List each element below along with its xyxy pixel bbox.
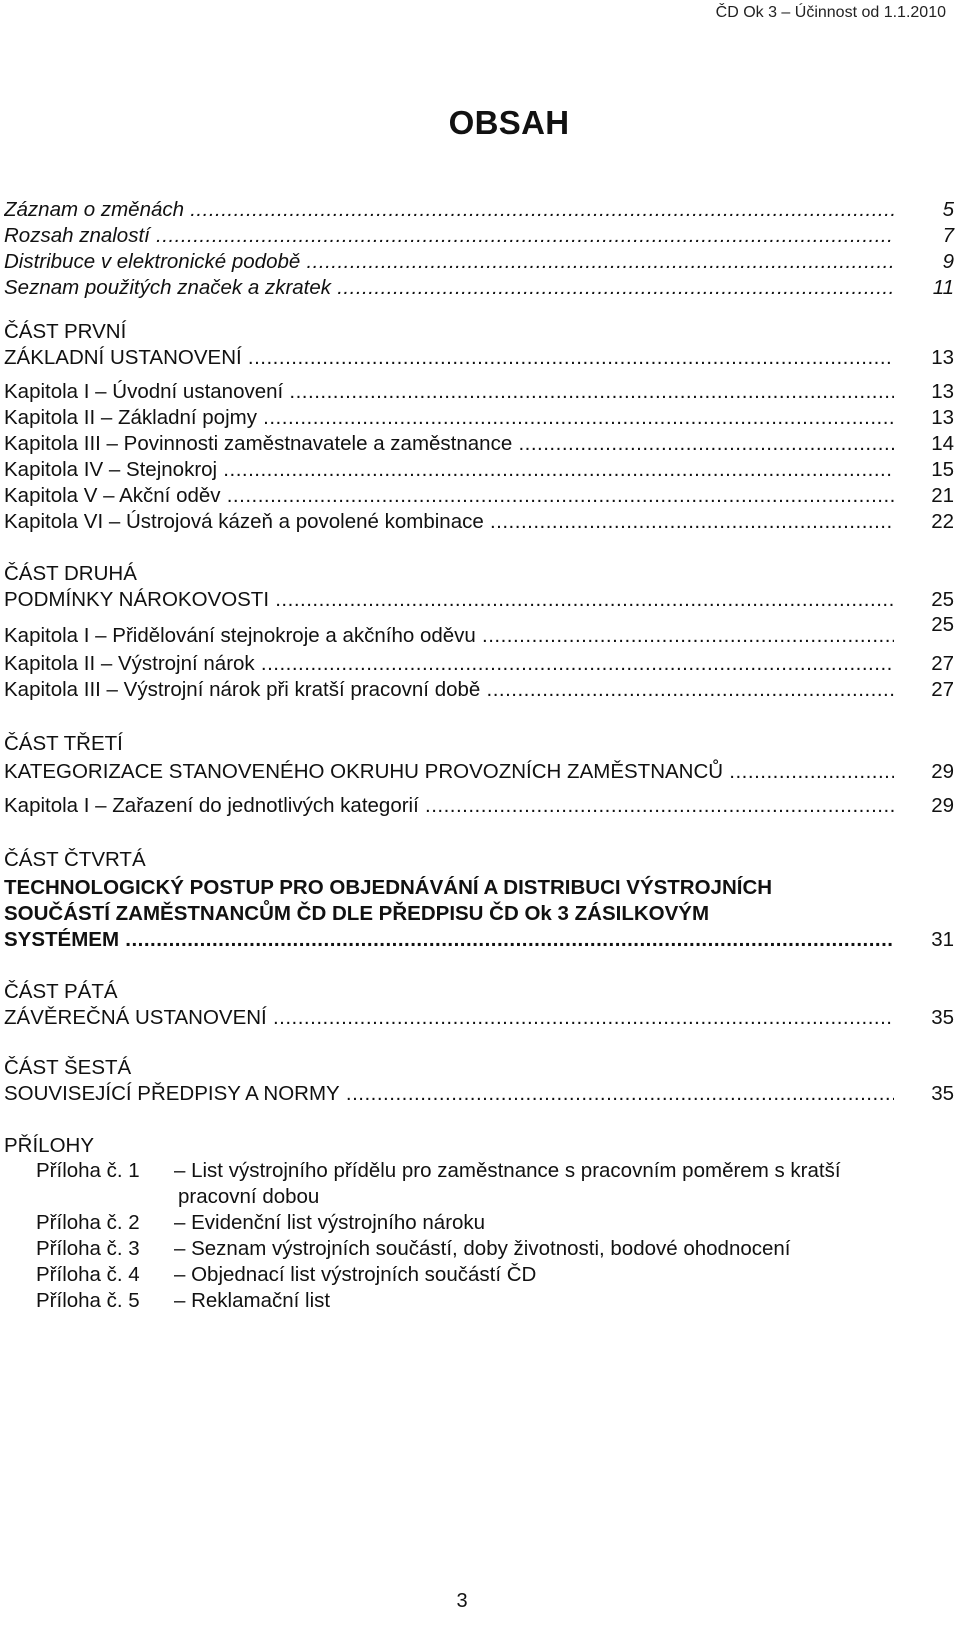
toc-part-title[interactable] xyxy=(4,1004,954,1032)
toc-entry-label: Záznam o změnách ..... xyxy=(4,196,894,224)
toc-chapter[interactable] xyxy=(4,792,954,820)
annex-text: – Evidenční list výstrojního nároku xyxy=(174,1211,486,1234)
annex-number: Příloha č. 5 xyxy=(36,1289,140,1312)
part-title-line: TECHNOLOGICKÝ POSTUP PRO OBJEDNÁVÁNÍ A DISTRIBUCI VÝSTROJNÍCH xyxy=(4,876,773,899)
annex-item[interactable] xyxy=(36,1210,485,1236)
annex-number: Příloha č. 1 xyxy=(36,1159,140,1182)
toc-entry[interactable] xyxy=(4,222,954,250)
toc-entry-label: Kapitola II – Základní pojmy ..... xyxy=(4,404,894,432)
toc-part-title[interactable] xyxy=(4,586,954,614)
toc-entry-page: 25 xyxy=(931,613,954,636)
toc-entry-page: 14 xyxy=(931,432,954,455)
annex-text: – Objednací list výstrojních součástí ČD xyxy=(174,1263,537,1286)
toc-entry-label: SOUVISEJÍCÍ PŘEDPISY A NORMY ..... xyxy=(4,1080,894,1108)
toc-entry-label: Kapitola VI – Ústrojová kázeň a povolené kombinace ..... xyxy=(4,508,894,536)
toc-entry-page: 25 xyxy=(931,588,954,611)
toc-entry-page: 35 xyxy=(931,1082,954,1105)
toc-entry-label: ZÁVĚREČNÁ USTANOVENÍ ..... xyxy=(4,1004,894,1032)
toc-chapter[interactable] xyxy=(4,482,954,510)
toc-entry-label: Kapitola IV – Stejnokroj ..... xyxy=(4,456,894,484)
toc-chapter[interactable] xyxy=(4,456,954,484)
annex-heading: PŘÍLOHY xyxy=(4,1134,94,1157)
toc-chapter[interactable] xyxy=(4,430,954,458)
toc-entry[interactable] xyxy=(4,196,954,224)
part-heading: ČÁST TŘETÍ xyxy=(4,732,123,755)
annex-item[interactable] xyxy=(36,1236,791,1262)
toc-entry-label: Distribuce v elektronické podobě ..... xyxy=(4,248,894,276)
toc-entry-page: 13 xyxy=(931,406,954,429)
page-number: 3 xyxy=(456,1590,468,1612)
toc-entry[interactable] xyxy=(4,248,954,276)
annex-text: – List výstrojního přídělu pro zaměstnance s pracovním poměrem s kratší xyxy=(174,1159,841,1182)
toc-chapter[interactable] xyxy=(4,650,954,678)
toc-entry-page: 15 xyxy=(931,458,954,481)
toc-entry-label: Kapitola I – Úvodní ustanovení ..... xyxy=(4,378,894,406)
toc-entry-label: Kapitola III – Povinnosti zaměstnavatele a zaměstnance ..... xyxy=(4,430,894,458)
annex-number: Příloha č. 4 xyxy=(36,1263,140,1286)
toc-entry-page: 9 xyxy=(942,250,954,273)
toc-entry-page: 35 xyxy=(931,1006,954,1029)
toc-entry-page: 5 xyxy=(942,198,954,221)
toc-entry-page: 21 xyxy=(931,484,954,507)
annex-item[interactable] xyxy=(36,1158,841,1184)
toc-part-title[interactable] xyxy=(4,1080,954,1108)
toc-entry-page: 22 xyxy=(931,510,954,533)
toc-entry-label: Rozsah znalostí ..... xyxy=(4,222,894,250)
annex-text: – Seznam výstrojních součástí, doby životnosti, bodové ohodnocení xyxy=(174,1237,791,1260)
toc-entry-label: SYSTÉMEM ..... xyxy=(4,926,894,954)
toc-entry-label: Kapitola II – Výstrojní nárok ..... xyxy=(4,650,894,678)
toc-entry-label: Kapitola III – Výstrojní nárok při kratší pracovní době ..... xyxy=(4,676,894,704)
annex-item[interactable] xyxy=(36,1288,330,1314)
annex-number: Příloha č. 3 xyxy=(36,1237,140,1260)
toc-chapter[interactable] xyxy=(4,676,954,704)
toc-part-title[interactable] xyxy=(4,344,954,372)
annex-item[interactable] xyxy=(36,1262,536,1288)
toc-chapter[interactable] xyxy=(4,378,954,406)
toc-entry-label: Kapitola V – Akční oděv ..... xyxy=(4,482,894,510)
part-title-line: SOUČÁSTÍ ZAMĚSTNANCŮM ČD DLE PŘEDPISU ČD Ok 3 ZÁSILKOVÝM xyxy=(4,902,710,925)
part-heading: ČÁST ŠESTÁ xyxy=(4,1056,132,1079)
part-heading: ČÁST ČTVRTÁ xyxy=(4,848,146,871)
annex-text-continuation: pracovní dobou xyxy=(178,1185,320,1208)
toc-entry-page: 29 xyxy=(931,794,954,817)
toc-entry-label: ZÁKLADNÍ USTANOVENÍ ..... xyxy=(4,344,894,372)
toc-entry-label: PODMÍNKY NÁROKOVOSTI ..... xyxy=(4,586,894,614)
part-heading: ČÁST PRVNÍ xyxy=(4,320,127,343)
toc-entry-page: 27 xyxy=(931,678,954,701)
toc-entry-label: Kapitola I – Přidělování stejnokroje a akčního oděvu ..... xyxy=(4,622,894,650)
toc-entry-label: KATEGORIZACE STANOVENÉHO OKRUHU PROVOZNÍCH ZAMĚSTNANCŮ ..... xyxy=(4,758,894,786)
page-title: OBSAH xyxy=(448,104,570,141)
toc-entry[interactable] xyxy=(4,274,954,302)
toc-entry-page: 13 xyxy=(931,346,954,369)
toc-entry-page: 29 xyxy=(931,760,954,783)
toc-chapter[interactable] xyxy=(4,404,954,432)
toc-entry-label: Kapitola I – Zařazení do jednotlivých kategorií ..... xyxy=(4,792,894,820)
toc-entry-page: 27 xyxy=(931,652,954,675)
part-heading: ČÁST PÁTÁ xyxy=(4,980,118,1003)
annex-number: Příloha č. 2 xyxy=(36,1211,140,1234)
running-header: ČD Ok 3 – Účinnost od 1.1.2010 xyxy=(715,4,946,21)
toc-entry-label: Seznam použitých značek a zkratek ..... xyxy=(4,274,894,302)
toc-entry-page: 31 xyxy=(931,928,954,951)
toc-entry-page: 13 xyxy=(931,380,954,403)
toc-chapter[interactable] xyxy=(4,613,954,650)
toc-part-title[interactable] xyxy=(4,926,954,954)
part-heading: ČÁST DRUHÁ xyxy=(4,562,137,585)
toc-entry-page: 7 xyxy=(942,224,954,247)
toc-chapter[interactable] xyxy=(4,508,954,536)
toc-entry-page: 11 xyxy=(932,276,954,299)
toc-part-title[interactable] xyxy=(4,758,954,786)
annex-text: – Reklamační list xyxy=(174,1289,331,1312)
